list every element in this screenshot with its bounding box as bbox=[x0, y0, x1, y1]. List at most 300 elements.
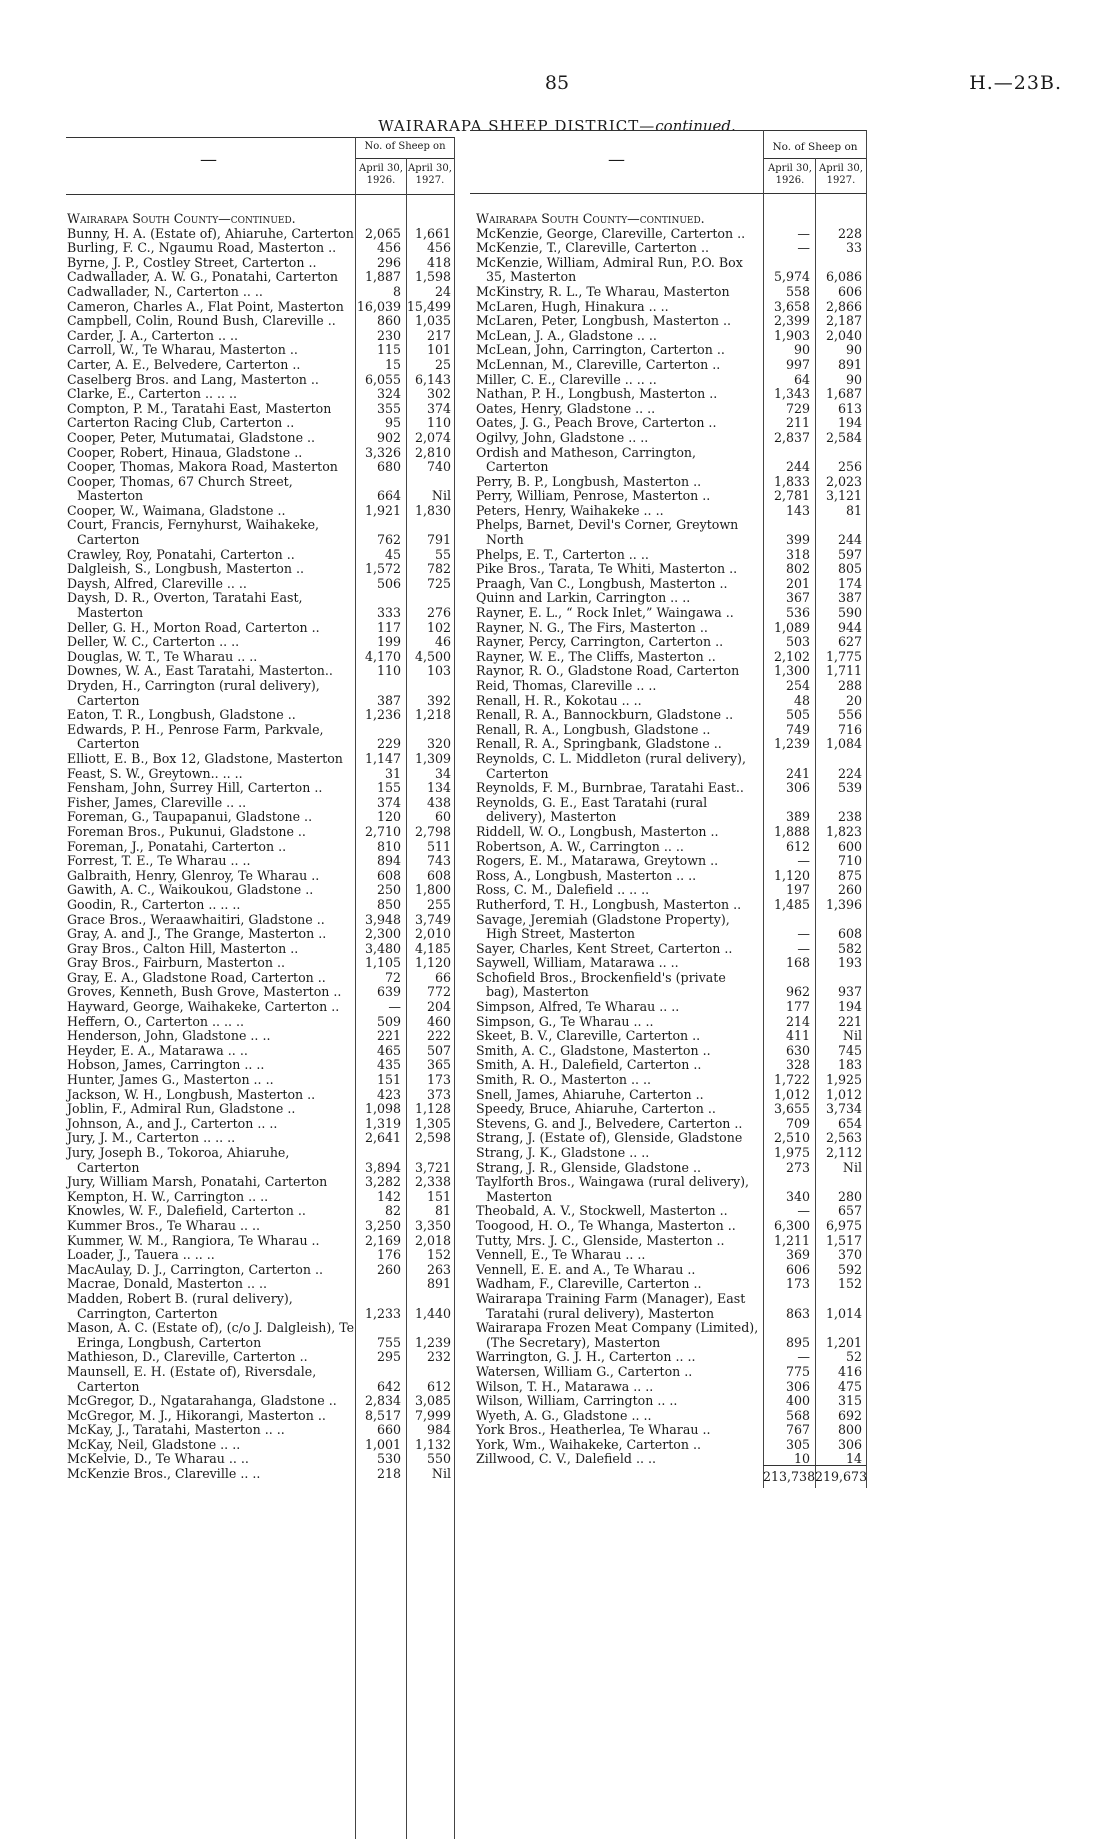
table-row bbox=[476, 314, 868, 329]
owner-name: Eaton, T. R., Longbush, Gladstone .. bbox=[67, 707, 296, 723]
sheep-1926: 762 bbox=[376, 532, 401, 548]
sheep-1926: 31 bbox=[384, 765, 401, 781]
sheep-1927: 475 bbox=[837, 1378, 862, 1394]
owner-name: Burling, F. C., Ngaumu Road, Masterton .. bbox=[67, 240, 337, 256]
sheep-1927: 606 bbox=[837, 283, 862, 299]
sheep-1927: 280 bbox=[837, 1188, 862, 1204]
table-row bbox=[476, 358, 868, 373]
table-row bbox=[67, 1190, 455, 1205]
sheep-1926: 173 bbox=[785, 1276, 810, 1292]
table-row bbox=[476, 723, 868, 738]
sheep-1927: 1,014 bbox=[825, 1305, 862, 1321]
owner-name: Toogood, H. O., Te Whanga, Masterton .. bbox=[476, 1217, 736, 1233]
sheep-1926: 2,837 bbox=[773, 429, 810, 445]
sheep-1927: 152 bbox=[837, 1276, 862, 1292]
sheep-1927: 800 bbox=[837, 1422, 862, 1438]
owner-name: Carterton Racing Club, Carterton .. bbox=[67, 415, 295, 431]
sheep-1926: 1,089 bbox=[773, 619, 810, 635]
owner-name: Mason, A. C. (Estate of), (c/o J. Dalgleish), Te Eringa, Longbush, Carterton bbox=[67, 1320, 355, 1350]
sheep-1926: 218 bbox=[376, 1466, 401, 1482]
sheep-1927: 46 bbox=[434, 634, 451, 650]
sheep-1927: 103 bbox=[426, 663, 451, 679]
left-section-heading: Wairarapa South County—continued. bbox=[67, 211, 296, 226]
sheep-1927: 228 bbox=[837, 225, 862, 241]
table-row bbox=[476, 1350, 868, 1365]
table-row bbox=[67, 840, 455, 855]
owner-name: Riddell, W. O., Longbush, Masterton .. bbox=[476, 823, 719, 839]
sheep-1927: 1,132 bbox=[414, 1436, 451, 1452]
sheep-1927: 654 bbox=[837, 1115, 862, 1131]
owner-name: Hunter, James G., Masterton .. .. bbox=[67, 1072, 274, 1088]
owner-name: Watersen, William G., Carterton .. bbox=[476, 1363, 693, 1379]
sheep-1926: 1,833 bbox=[773, 473, 810, 489]
table-row bbox=[67, 985, 455, 1000]
sheep-1927: 2,040 bbox=[825, 327, 862, 343]
sheep-1927: 255 bbox=[426, 896, 451, 912]
sheep-1927: 539 bbox=[837, 780, 862, 796]
sheep-1927: 374 bbox=[426, 400, 451, 416]
sheep-1926: 997 bbox=[785, 356, 810, 372]
sheep-1927: 1,309 bbox=[414, 750, 451, 766]
owner-name: Reid, Thomas, Clareville .. .. bbox=[476, 678, 657, 693]
sheep-1926: 6,300 bbox=[773, 1217, 810, 1233]
table-row bbox=[476, 1102, 868, 1117]
sheep-1927: 193 bbox=[837, 955, 862, 971]
sheep-1926: 1,722 bbox=[773, 1072, 810, 1088]
owner-name: Gray, A. and J., The Grange, Masterton .. bbox=[67, 926, 327, 942]
sheep-1926: 48 bbox=[793, 692, 810, 708]
sheep-1927: 1,120 bbox=[414, 955, 451, 971]
sheep-1927: 2,112 bbox=[825, 1145, 862, 1160]
sheep-1926: — bbox=[797, 940, 810, 956]
owner-name: Theobald, A. V., Stockwell, Masterton .. bbox=[476, 1203, 728, 1219]
table-row bbox=[476, 577, 868, 592]
sheep-1926: 64 bbox=[793, 371, 810, 387]
sheep-1927: 1,598 bbox=[414, 269, 451, 285]
sheep-1926: — bbox=[797, 853, 810, 869]
sheep-1927: 306 bbox=[837, 1436, 862, 1452]
sheep-1927: 2,187 bbox=[825, 313, 862, 329]
sheep-1927: 194 bbox=[837, 999, 862, 1015]
sheep-1926: 340 bbox=[785, 1188, 810, 1204]
owner-name: Gray, E. A., Gladstone Road, Carterton .. bbox=[67, 969, 326, 985]
sheep-1926: 608 bbox=[376, 867, 401, 883]
sheep-1926: 1,887 bbox=[364, 269, 401, 285]
owner-name: Deller, G. H., Morton Road, Carterton .. bbox=[67, 619, 320, 635]
owner-name: McLaren, Hugh, Hinakura .. .. bbox=[476, 298, 669, 314]
sheep-1927: 1,201 bbox=[825, 1334, 862, 1350]
left-header-col1: April 30, 1926. bbox=[359, 163, 403, 186]
owner-name: Foreman, G., Taupapanui, Gladstone .. bbox=[67, 809, 313, 825]
owner-name: York Bros., Heatherlea, Te Wharau .. bbox=[476, 1422, 711, 1438]
owner-name: Gawith, A. C., Waikoukou, Gladstone .. bbox=[67, 882, 314, 898]
sheep-1927: 222 bbox=[426, 1028, 451, 1044]
owner-name: Strang, J. (Estate of), Glenside, Gladstone bbox=[476, 1130, 743, 1146]
sheep-1926: 506 bbox=[376, 575, 401, 591]
table-row bbox=[476, 562, 868, 577]
sheep-1926: 10 bbox=[793, 1451, 810, 1467]
table-row bbox=[476, 1088, 868, 1103]
sheep-1926: 1,343 bbox=[773, 386, 810, 402]
sheep-1926: 660 bbox=[376, 1422, 401, 1438]
sheep-1927: 772 bbox=[426, 984, 451, 1000]
sheep-1927: 232 bbox=[426, 1349, 451, 1365]
owner-name: Groves, Kenneth, Bush Grove, Masterton .. bbox=[67, 984, 342, 1000]
owner-name: Daysh, D. R., Overton, Taratahi East, Masterton bbox=[67, 590, 303, 621]
table-row bbox=[67, 256, 455, 271]
sheep-1926: 729 bbox=[785, 400, 810, 416]
sheep-1927: 81 bbox=[434, 1203, 451, 1219]
owner-name: Jury, William Marsh, Ponatahi, Carterton bbox=[67, 1174, 328, 1190]
owner-name: Snell, James, Ahiaruhe, Carterton .. bbox=[476, 1086, 704, 1102]
table-row bbox=[476, 840, 868, 855]
table-row bbox=[476, 956, 868, 971]
table-row bbox=[476, 329, 868, 344]
table-row bbox=[67, 913, 455, 928]
table-row bbox=[476, 1029, 868, 1044]
sheep-1927: 743 bbox=[426, 853, 451, 869]
sheep-1927: 597 bbox=[837, 546, 862, 562]
owner-name: McKay, J., Taratahi, Masterton .. .. bbox=[67, 1422, 285, 1438]
sheep-1927: 782 bbox=[426, 561, 451, 577]
sheep-1927: 937 bbox=[837, 984, 862, 1000]
sheep-1927: 590 bbox=[837, 605, 862, 621]
sheep-1926: 1,012 bbox=[773, 1086, 810, 1102]
sheep-1926: 505 bbox=[785, 707, 810, 723]
owner-name: Carroll, W., Te Wharau, Masterton .. bbox=[67, 342, 298, 358]
sheep-1927: 14 bbox=[845, 1451, 862, 1467]
sheep-1926: 197 bbox=[785, 882, 810, 898]
sheep-1926: 374 bbox=[376, 794, 401, 810]
sheep-1926: 1,098 bbox=[364, 1101, 401, 1117]
table-row bbox=[476, 796, 868, 825]
owner-name: Loader, J., Tauera .. .. .. bbox=[67, 1247, 215, 1263]
sheep-1926: 606 bbox=[785, 1261, 810, 1277]
owner-name: Renall, R. A., Bannockburn, Gladstone .. bbox=[476, 707, 734, 723]
sheep-1927: 1,218 bbox=[414, 707, 451, 723]
sheep-1926: 143 bbox=[785, 502, 810, 518]
owner-name: Oates, Henry, Gladstone .. .. bbox=[476, 400, 656, 416]
sheep-1926: 2,710 bbox=[364, 823, 401, 839]
sheep-1926: 117 bbox=[376, 619, 401, 635]
table-row bbox=[67, 285, 455, 300]
sheep-1927: 1,823 bbox=[825, 823, 862, 839]
owner-name: Taylforth Bros., Waingawa (rural delivery), Masterton bbox=[476, 1174, 749, 1204]
table-row bbox=[67, 1409, 455, 1424]
table-row bbox=[476, 373, 868, 388]
sheep-1926: 3,894 bbox=[364, 1159, 401, 1175]
sheep-1927: 1,440 bbox=[414, 1305, 451, 1321]
sheep-1926: 110 bbox=[376, 663, 401, 679]
sheep-1927: 791 bbox=[426, 532, 451, 548]
sheep-1927: 387 bbox=[837, 590, 862, 606]
sheep-1926: 295 bbox=[376, 1349, 401, 1365]
sheep-1926: 3,480 bbox=[364, 940, 401, 956]
owner-name: Jury, Joseph B., Tokoroa, Ahiaruhe, Carterton bbox=[67, 1145, 290, 1175]
owner-name: McLaren, Peter, Longbush, Masterton .. bbox=[476, 313, 731, 329]
table-row bbox=[67, 1131, 455, 1146]
table-row bbox=[476, 737, 868, 752]
sheep-1927: 1,687 bbox=[825, 386, 862, 402]
sheep-1926: 962 bbox=[785, 984, 810, 1000]
owner-name: Gray Bros., Calton Hill, Masterton .. bbox=[67, 940, 299, 956]
sheep-1926: 115 bbox=[376, 342, 401, 358]
table-row bbox=[476, 504, 868, 519]
sheep-1927: 101 bbox=[426, 342, 451, 358]
sheep-1927: 1,517 bbox=[825, 1232, 862, 1248]
sheep-1926: 1,239 bbox=[773, 736, 810, 752]
table-row bbox=[67, 621, 455, 636]
table-row bbox=[476, 1438, 868, 1453]
sheep-1927: 238 bbox=[837, 809, 862, 825]
owner-name: McKenzie, William, Admiral Run, P.O. Box 35, Masterton bbox=[476, 254, 743, 285]
sheep-1926: 456 bbox=[376, 240, 401, 256]
sheep-1926: 389 bbox=[785, 809, 810, 825]
table-row bbox=[476, 1248, 868, 1263]
table-row bbox=[67, 752, 455, 767]
owner-name: Zillwood, C. V., Dalefield .. .. bbox=[476, 1451, 656, 1467]
sheep-1926: 3,250 bbox=[364, 1217, 401, 1233]
right-section-heading: Wairarapa South County—continued. bbox=[476, 211, 705, 226]
owner-name: Quinn and Larkin, Carrington .. .. bbox=[476, 590, 691, 606]
table-row bbox=[67, 723, 455, 752]
table-row bbox=[67, 1088, 455, 1103]
owner-name: Robertson, A. W., Carrington .. .. bbox=[476, 838, 684, 854]
sheep-1926: 221 bbox=[376, 1028, 401, 1044]
table-row bbox=[67, 387, 455, 402]
table-row bbox=[67, 518, 455, 547]
table-row bbox=[67, 1204, 455, 1219]
table-row bbox=[476, 1321, 868, 1350]
sheep-1927: 20 bbox=[845, 692, 862, 708]
owner-name: Mathieson, D., Clareville, Carterton .. bbox=[67, 1349, 308, 1365]
sheep-1926: 244 bbox=[785, 459, 810, 475]
sheep-1926: 72 bbox=[384, 969, 401, 985]
owner-name: Smith, R. O., Masterton .. .. bbox=[476, 1072, 652, 1088]
sheep-1927: 2,338 bbox=[414, 1174, 451, 1190]
owner-name: Fensham, John, Surrey Hill, Carterton .. bbox=[67, 780, 323, 796]
table-row bbox=[67, 475, 455, 504]
owner-name: Knowles, W. F., Dalefield, Carterton .. bbox=[67, 1203, 306, 1219]
owner-name: Maunsell, E. H. (Estate of), Riversdale, Carterton bbox=[67, 1363, 317, 1394]
sheep-1927: 2,023 bbox=[825, 473, 862, 489]
owner-name: Schofield Bros., Brockenfield's (private bag), Masterton bbox=[476, 969, 726, 1000]
sheep-1927: 134 bbox=[426, 780, 451, 796]
sheep-1926: 749 bbox=[785, 721, 810, 737]
sheep-1927: 3,085 bbox=[414, 1393, 451, 1409]
owner-name: Caselberg Bros. and Lang, Masterton .. bbox=[67, 371, 319, 387]
owner-name: Kummer Bros., Te Wharau .. .. bbox=[67, 1217, 261, 1233]
sheep-1927: 2,074 bbox=[414, 429, 451, 445]
owner-name: Cadwallader, A. W. G., Ponatahi, Carterton bbox=[67, 269, 339, 285]
sheep-1927: 984 bbox=[426, 1422, 451, 1438]
sheep-1927: 173 bbox=[426, 1072, 451, 1088]
table-row bbox=[67, 241, 455, 256]
table-row bbox=[476, 1365, 868, 1380]
sheep-1926: 176 bbox=[376, 1247, 401, 1263]
sheep-1927: 438 bbox=[426, 794, 451, 810]
owner-name: Foreman Bros., Pukunui, Gladstone .. bbox=[67, 823, 306, 839]
sheep-1926: 177 bbox=[785, 999, 810, 1015]
owner-name: Strang, J. K., Gladstone .. .. bbox=[476, 1145, 650, 1160]
owner-name: Deller, W. C., Carterton .. .. bbox=[67, 634, 240, 650]
owner-name: Court, Francis, Fernyhurst, Waihakeke, Carterton bbox=[67, 517, 320, 548]
sheep-1926: 680 bbox=[376, 459, 401, 475]
owner-name: Macrae, Donald, Masterton .. .. bbox=[67, 1276, 268, 1292]
sheep-1926: 1,147 bbox=[364, 750, 401, 766]
owner-name: Wilson, T. H., Matarawa .. .. bbox=[476, 1378, 654, 1394]
owner-name: Ross, A., Longbush, Masterton .. .. bbox=[476, 867, 697, 883]
sheep-1927: 224 bbox=[837, 765, 862, 781]
owner-name: Cameron, Charles A., Flat Point, Masterton bbox=[67, 298, 344, 314]
owner-name: Jury, J. M., Carterton .. .. .. bbox=[67, 1130, 236, 1146]
sheep-1926: 2,300 bbox=[364, 926, 401, 942]
sheep-1927: 3,734 bbox=[825, 1101, 862, 1117]
owner-name: Phelps, Barnet, Devil's Corner, Greytown North bbox=[476, 517, 739, 548]
sheep-1926: 168 bbox=[785, 955, 810, 971]
sheep-1926: 630 bbox=[785, 1042, 810, 1058]
sheep-1926: 850 bbox=[376, 896, 401, 912]
right-header-col2: April 30, 1927. bbox=[819, 163, 863, 186]
table-row bbox=[476, 548, 868, 563]
sheep-1927: 174 bbox=[837, 575, 862, 591]
owner-name: Wairarapa Frozen Meat Company (Limited), (The Secretary), Masterton bbox=[476, 1320, 759, 1350]
owner-name: Goodin, R., Carterton .. .. .. bbox=[67, 896, 241, 912]
owner-name: Simpson, G., Te Wharau .. .. bbox=[476, 1013, 654, 1029]
sheep-1927: 217 bbox=[426, 327, 451, 343]
right-entries bbox=[476, 212, 868, 1467]
table-row bbox=[476, 1292, 868, 1321]
sheep-1926: 894 bbox=[376, 853, 401, 869]
table-row bbox=[67, 1029, 455, 1044]
sheep-1926: 3,655 bbox=[773, 1101, 810, 1117]
sheep-1926: 3,948 bbox=[364, 911, 401, 927]
sheep-1926: 423 bbox=[376, 1086, 401, 1102]
sheep-1926: 399 bbox=[785, 532, 810, 548]
table-row bbox=[476, 387, 868, 402]
sheep-1926: 1,888 bbox=[773, 823, 810, 839]
sheep-1927: 81 bbox=[845, 502, 862, 518]
owner-name: Crawley, Roy, Ponatahi, Carterton .. bbox=[67, 546, 295, 562]
sheep-1927: 2,563 bbox=[825, 1130, 862, 1146]
table-row bbox=[67, 1175, 455, 1190]
sheep-1926: 530 bbox=[376, 1451, 401, 1467]
sheep-1927: 370 bbox=[837, 1247, 862, 1263]
sheep-1927: 891 bbox=[837, 356, 862, 372]
sheep-1926: 2,834 bbox=[364, 1393, 401, 1409]
owner-name: Wairarapa Training Farm (Manager), East Taratahi (rural delivery), Masterton bbox=[476, 1290, 746, 1321]
table-row bbox=[67, 460, 455, 475]
owner-name: Smith, A. C., Gladstone, Masterton .. bbox=[476, 1042, 711, 1058]
owner-name: Daysh, Alfred, Clareville .. .. bbox=[67, 575, 247, 591]
page-title: WAIRARAPA SHEEP DISTRICT—continued. bbox=[378, 117, 736, 135]
table-row bbox=[476, 227, 868, 242]
table-row bbox=[476, 694, 868, 709]
table-row bbox=[476, 285, 868, 300]
sheep-1927: 592 bbox=[837, 1261, 862, 1277]
table-row bbox=[476, 431, 868, 446]
sheep-1927: 710 bbox=[837, 853, 862, 869]
sheep-1926: 369 bbox=[785, 1247, 810, 1263]
table-row bbox=[476, 1380, 868, 1395]
table-row bbox=[476, 708, 868, 723]
table-row bbox=[67, 1000, 455, 1015]
sheep-1927: 740 bbox=[426, 459, 451, 475]
table-row bbox=[67, 635, 455, 650]
table-row bbox=[476, 1394, 868, 1409]
table-row bbox=[476, 854, 868, 869]
table-row bbox=[476, 343, 868, 358]
sheep-1927: 204 bbox=[426, 999, 451, 1015]
sheep-1927: 302 bbox=[426, 386, 451, 402]
table-row bbox=[476, 475, 868, 490]
sheep-1927: 725 bbox=[426, 575, 451, 591]
owner-name: McLennan, M., Clareville, Carterton .. bbox=[476, 356, 721, 372]
owner-name: Warrington, G. J. H., Carterton .. .. bbox=[476, 1349, 696, 1365]
table-row bbox=[476, 256, 868, 285]
sheep-1926: 2,102 bbox=[773, 648, 810, 664]
table-row bbox=[67, 1263, 455, 1278]
sheep-1926: 90 bbox=[793, 342, 810, 358]
owner-name: Rayner, E. L., “ Rock Inlet,” Waingawa .. bbox=[476, 605, 734, 621]
sheep-1926: 465 bbox=[376, 1042, 401, 1058]
owner-name: McKay, Neil, Gladstone .. .. bbox=[67, 1436, 241, 1452]
owner-name: Fisher, James, Clareville .. .. bbox=[67, 794, 247, 810]
table-row bbox=[67, 883, 455, 898]
table-row bbox=[67, 1292, 455, 1321]
title-suffix: continued. bbox=[655, 117, 736, 135]
table-row bbox=[67, 942, 455, 957]
table-row bbox=[476, 1452, 868, 1467]
sheep-1927: 55 bbox=[434, 546, 451, 562]
sheep-1927: 315 bbox=[837, 1393, 862, 1409]
sheep-1927: 194 bbox=[837, 415, 862, 431]
sheep-1926: 639 bbox=[376, 984, 401, 1000]
owner-name: Kempton, H. W., Carrington .. .. bbox=[67, 1188, 269, 1204]
sheep-1927: 2,598 bbox=[414, 1130, 451, 1146]
owner-name: Forrest, T. E., Te Wharau .. .. bbox=[67, 853, 251, 869]
sheep-1926: 4,170 bbox=[364, 648, 401, 664]
owner-name: Byrne, J. P., Costley Street, Carterton .. bbox=[67, 254, 317, 270]
owner-name: Bunny, H. A. (Estate of), Ahiaruhe, Carterton bbox=[67, 225, 354, 241]
sheep-1927: 66 bbox=[434, 969, 451, 985]
sheep-1926: 2,065 bbox=[364, 225, 401, 241]
right-header-dash: — bbox=[608, 150, 625, 170]
sheep-1926: 95 bbox=[384, 415, 401, 431]
sheep-1927: 1,800 bbox=[414, 882, 451, 898]
sheep-1926: 16,039 bbox=[356, 298, 401, 314]
sheep-1927: 2,810 bbox=[414, 444, 451, 460]
table-row bbox=[476, 1263, 868, 1278]
sheep-1926: 273 bbox=[785, 1159, 810, 1175]
owner-name: Phelps, E. T., Carterton .. .. bbox=[476, 546, 649, 562]
sheep-1927: 151 bbox=[426, 1188, 451, 1204]
table-row bbox=[476, 679, 868, 694]
left-header-dash: — bbox=[200, 150, 217, 170]
sheep-1927: 507 bbox=[426, 1042, 451, 1058]
owner-name: Downes, W. A., East Taratahi, Masterton.. bbox=[67, 663, 333, 679]
sheep-1926: 1,572 bbox=[364, 561, 401, 577]
owner-name: Cooper, Robert, Hinaua, Gladstone .. bbox=[67, 444, 303, 460]
sheep-1927: 3,350 bbox=[414, 1217, 451, 1233]
owner-name: Cooper, Thomas, 67 Church Street, Masterton bbox=[67, 473, 293, 504]
table-row bbox=[476, 1073, 868, 1088]
table-row bbox=[476, 446, 868, 475]
owner-name: Skeet, B. V., Clareville, Carterton .. bbox=[476, 1028, 701, 1044]
table-row bbox=[476, 781, 868, 796]
sheep-1927: 1,925 bbox=[825, 1072, 862, 1088]
owner-name: McKenzie, George, Clareville, Carterton .. bbox=[476, 225, 746, 241]
